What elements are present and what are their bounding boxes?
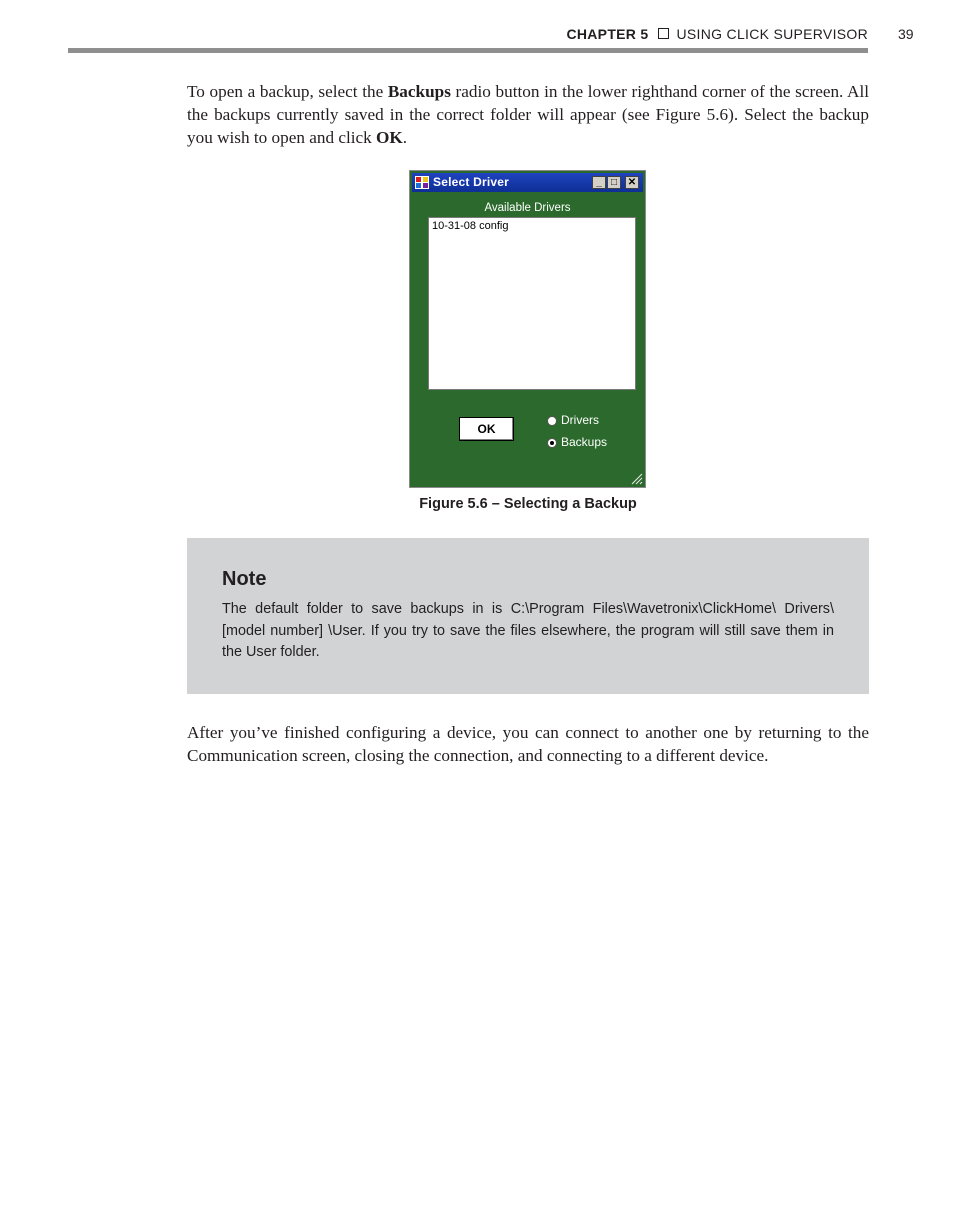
radio-circle-icon[interactable] — [547, 416, 557, 426]
intro-bold-backups: Backups — [387, 82, 451, 101]
maximize-button[interactable]: □ — [607, 176, 621, 189]
radio-selected-icon[interactable] — [547, 438, 557, 448]
note-box — [187, 538, 869, 694]
intro-paragraph — [187, 80, 869, 149]
chapter-label: CHAPTER 5 — [566, 26, 649, 42]
resize-grip-icon[interactable] — [629, 471, 643, 485]
closing-paragraph: After you’ve finished configuring a device, you can connect to another one by returning to the Communication screen, closing the connection, and connecting to a different device. — [187, 723, 869, 765]
section-label: USING CLICK SUPERVISOR — [676, 26, 868, 42]
intro-bold-ok: OK — [376, 128, 403, 147]
intro-text-3: . — [402, 128, 408, 147]
available-drivers-label: Available Drivers — [484, 202, 571, 214]
note-title: Note — [222, 568, 267, 590]
dialog-title: Select Driver — [433, 175, 509, 189]
page-number: 39 — [898, 26, 914, 42]
dialog-titlebar[interactable] — [412, 173, 643, 192]
list-item[interactable]: 10-31-08 config — [432, 220, 509, 232]
intro-text-1: To open a backup, select the — [187, 82, 388, 101]
drivers-listbox[interactable] — [428, 217, 636, 390]
minimize-button[interactable]: _ — [592, 176, 606, 189]
radio-backups-label: Backups — [561, 435, 608, 449]
app-icon — [415, 176, 429, 189]
ok-button[interactable]: OK — [459, 417, 514, 441]
note-body: The default folder to save backups in is C:\Program Files\Wavetronix\ClickHome\ Drivers\ [model number] \User. If you try to save the files elsewhere, the program will still save them in the User folder. — [222, 601, 834, 660]
radio-drivers-label: Drivers — [561, 413, 599, 427]
header-rule — [68, 48, 868, 53]
figure-caption: Figure 5.6 – Selecting a Backup — [419, 496, 637, 512]
close-button[interactable]: ✕ — [625, 176, 639, 189]
radio-drivers[interactable] — [547, 413, 599, 427]
header-separator-box — [658, 28, 669, 39]
intro-text-2: radio button in the lower righthand corner of the screen. All the backups currently saved in the correct folder will appear (see Figure 5.6). Select the backup you wish to open and click — [187, 82, 869, 147]
running-header — [68, 26, 868, 42]
select-driver-dialog — [409, 170, 646, 488]
radio-backups[interactable] — [547, 435, 607, 449]
